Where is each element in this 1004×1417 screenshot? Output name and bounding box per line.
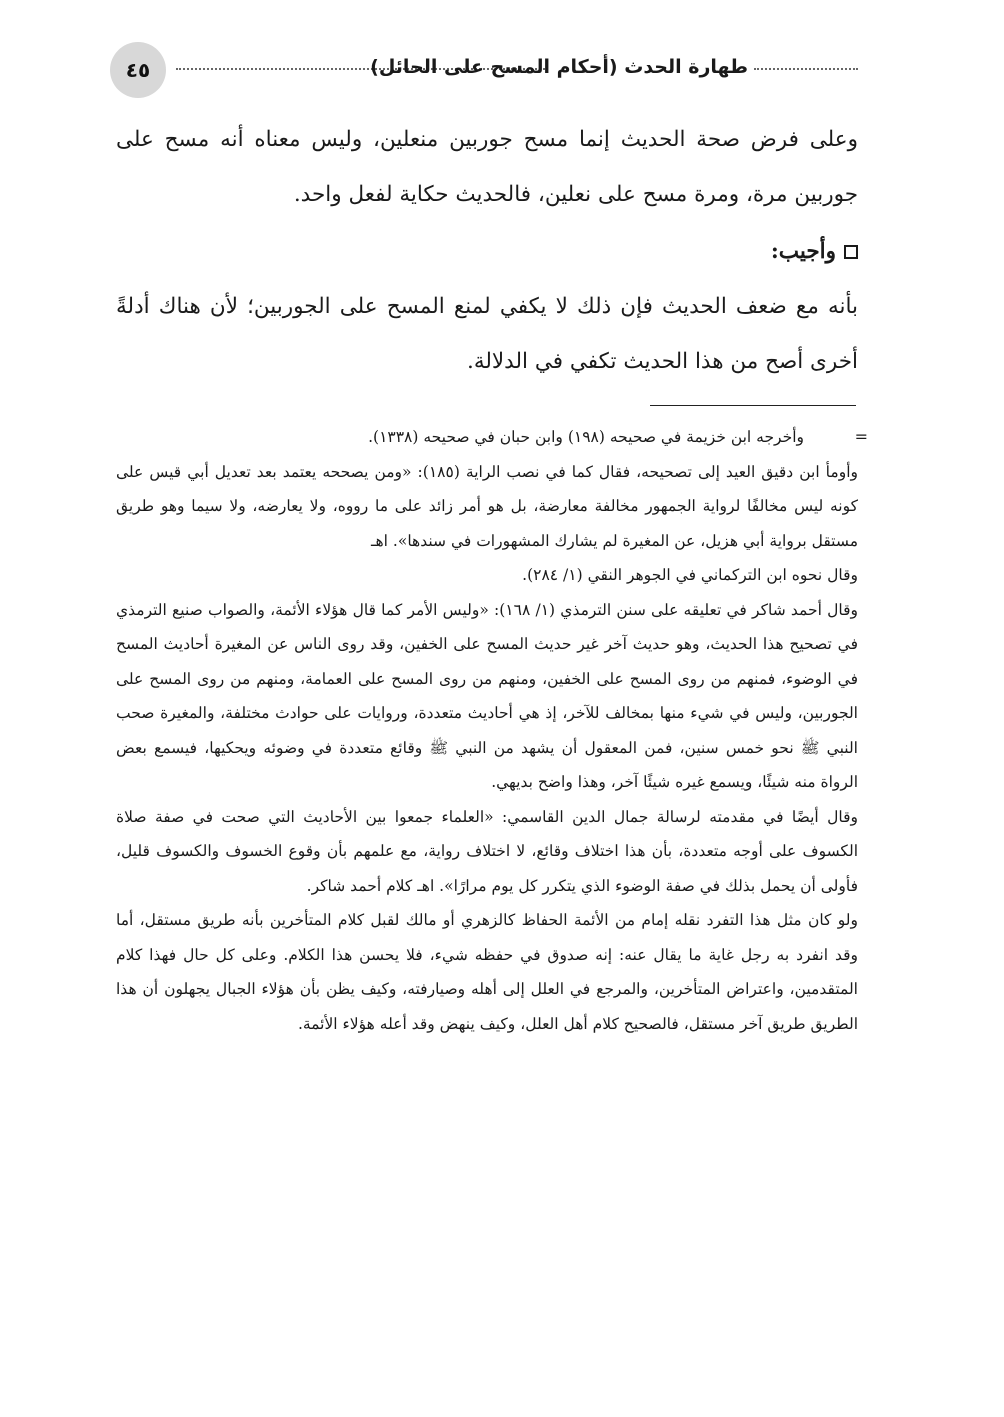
running-header: [110, 42, 858, 98]
footnote-text: وأخرجه ابن خزيمة في صحيحه (١٩٨) وابن حبان في صحيحه (١٣٣٨).: [368, 428, 804, 446]
footnotes: [116, 420, 868, 1041]
main-text: [116, 112, 858, 389]
footnote-paragraph-5: وقال أيضًا في مقدمته لرسالة جمال الدين القاسمي: «العلماء جمعوا بين الأحاديث التي صحت في صفة صلاة الكسوف على أوجه متعددة، بأن هذا اختلاف وقائع، لا اختلاف رواية، مع علمهم بأن وقوع الخسوف والكسوف قليل، فأولى أن يحمل بذلك في صفة الوضوء الذي يتكرر كل يوم مرارًا». اهـ كلام أحمد شاكر.: [116, 807, 858, 895]
page-number-badge: ٤٥: [110, 42, 166, 98]
footnote-separator: [650, 405, 856, 406]
answer-heading: [116, 224, 858, 279]
body-paragraph-2: بأنه مع ضعف الحديث فإن ذلك لا يكفي لمنع المسح على الجوربين؛ لأن هناك أدلةً أخرى أصح من هذا الحديث تكفي في الدلالة.: [116, 294, 858, 374]
header-dotted-leader-right: [754, 68, 858, 70]
body-paragraph-1: وعلى فرض صحة الحديث إنما مسح جوربين منعلين، وليس معناه أنه مسح على جوربين مرة، ومرة مسح على نعلين، فالحديث حكاية لفعل واحد.: [116, 127, 858, 207]
footnote-paragraph-2: وأومأ ابن دقيق العيد إلى تصحيحه، فقال كما في نصب الراية (١٨٥): «ومن يصححه يعتمد بعد تعديل أبي قيس على كونه ليس مخالفًا لرواية الجمهور مخالفة معارضة، بل هو أمر زائد على ما رووه، ولا يعارضه، ولا سيما وهو طريق مستقل برواية أبي هزيل، عن المغيرة لم يشارك المشهورات في سندها». اهـ: [116, 462, 858, 550]
footnote-line-1: [116, 420, 868, 455]
footnote-paragraph-6: ولو كان مثل هذا التفرد نقله إمام من الأئمة الحفاظ كالزهري أو مالك لقبل كلام المتأخرين بأنه طريق مستقل، أما وقد انفرد به رجل غاية ما يقال عنه: إنه صدوق في حفظه شيء، فلا يحسن هذا الكلام. وعلى كل حال فهذا كلام المتقدمين، واعتراض المتأخرين، والمرجع في العلل إلى أهله وصيارفته، وكيف يظن بأن هؤلاء الجبال يجهلون أن هذا الطريق طريق آخر مستقل، فالصحيح كلام أهل العلل، وكيف ينهض وقد أعله هؤلاء الأئمة.: [116, 911, 858, 1033]
checkbox-square-icon: [844, 245, 858, 259]
continuation-mark: =: [854, 427, 868, 446]
running-title: طهارة الحدث (أحكام المسح على الحائل): [370, 56, 748, 78]
answer-label: وأجيب:: [770, 239, 836, 264]
footnote-paragraph-4: وقال أحمد شاكر في تعليقه على سنن الترمذي (١/ ١٦٨): «وليس الأمر كما قال هؤلاء الأئمة، والصواب صنيع الترمذي في تصحيح هذا الحديث، وهو حديث آخر غير حديث المسح على الخفين، وقد روى الناس عن المغيرة أحاديث المسح في الوضوء، فمنهم من روى المسح على الخفين، ومنهم من روى المسح على العمامة، ومنهم من روى المسح على الجوربين، وليس في شيء منها بمخالف للآخر، إذ هي أحاديث متعددة، وروايات على حوادث مختلفة، والمغيرة صحب النبي ﷺ نحو خمس سنين، فمن المعقول أن يشهد من النبي ﷺ وقائع متعددة في وضوئه ويحكيها، فيسمع بعض الرواة منه شيئًا، ويسمع غيره شيئًا آخر، وهذا واضح بديهي.: [116, 600, 858, 791]
footnote-paragraph-3: وقال نحوه ابن التركماني في الجوهر النقي (١/ ٢٨٤).: [522, 566, 858, 584]
